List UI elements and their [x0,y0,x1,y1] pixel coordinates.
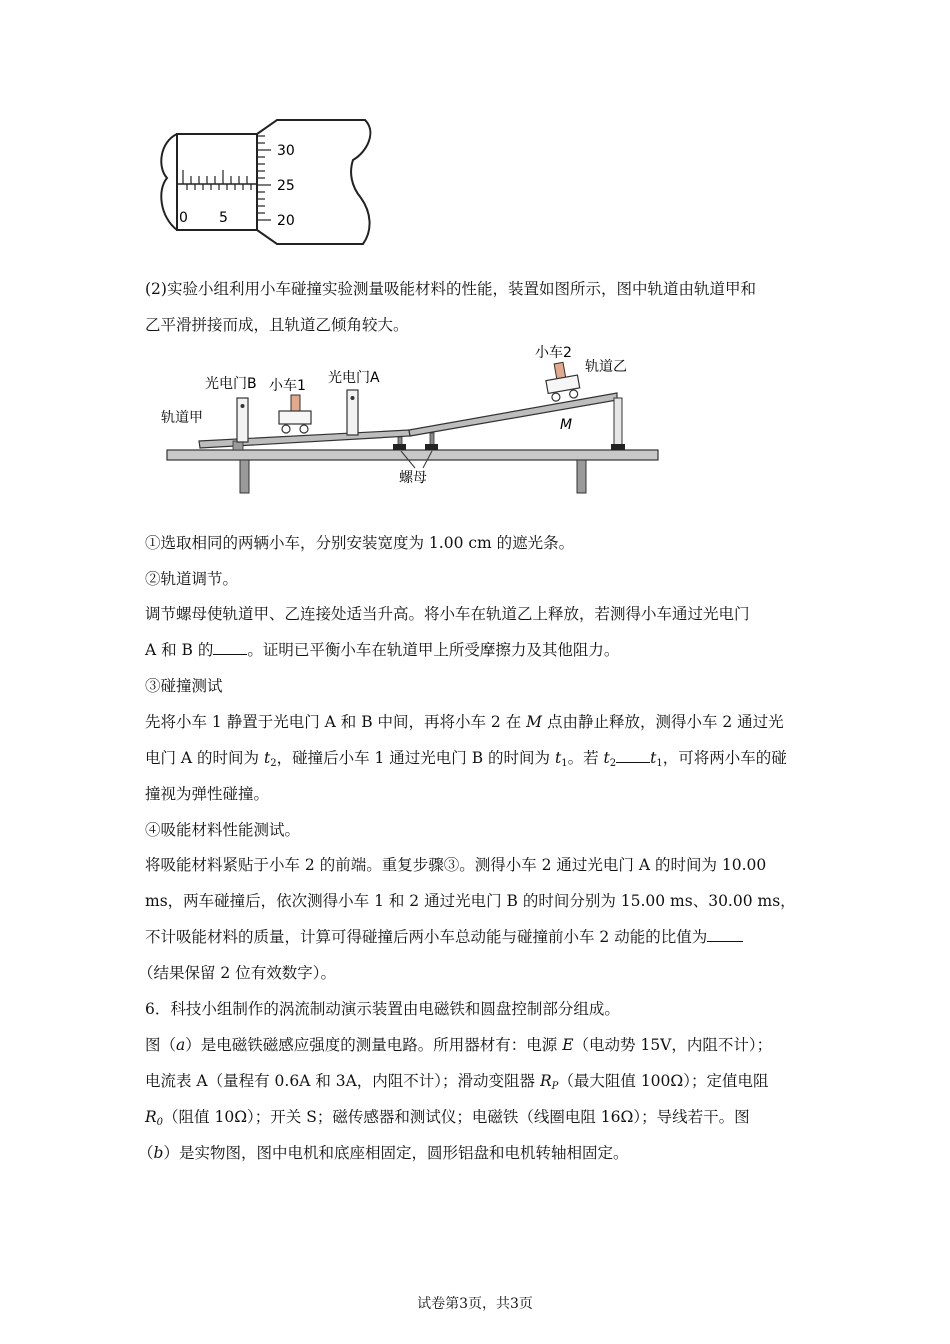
answer-blank-1[interactable] [213,640,247,655]
q6-line4-b: （阻值 10Ω）；开关 S；磁传感器和测试仪；电磁铁（线圈电阻 16Ω）；导线若干。图 [163,1108,750,1126]
label-cart-2: 小车2 [535,345,572,361]
q2-intro-line1: (2)实验小组利用小车碰撞实验测量吸能材料的性能，装置如图所示，图中轨道由轨道甲和 [145,280,756,298]
thimble-label-20: 20 [277,213,295,229]
q6-line2-a: 图（ [145,1036,177,1054]
step-3-line2-c: 。若 [567,749,604,767]
main-scale-label-0: 0 [179,210,188,226]
var-t2-b: t [603,749,610,767]
step-4-line1: 将吸能材料紧贴于小车 2 的前端。重复步骤③。测得小车 2 通过光电门 A 的时间为 10.00 [145,856,767,874]
step-3-line1 [145,712,784,732]
cart-2 [543,360,581,402]
nut-right [425,444,438,450]
q6-line5-b: ）是实物图，图中电机和底座相固定，圆形铝盘和电机转轴相固定。 [163,1144,629,1162]
q6-line1: 6．科技小组制作的涡流制动演示装置由电磁铁和圆盘控制部分组成。 [145,1000,620,1018]
q6-var-e: E [562,1036,574,1054]
track-yi-leg [614,398,622,450]
step-2-line2-b: 。证明已平衡小车在轨道甲上所受摩擦力及其他阻力。 [247,641,620,659]
var-t2-a-sub: 2 [270,758,277,769]
q6-fig-b: b [153,1144,164,1162]
page-footer: 试卷第3页，共3页 [417,1296,533,1312]
step-4-line2: ms，两车碰撞后，依次测得小车 1 和 2 通过光电门 B 的时间分别为 15.00 ms、30.00 ms， [145,892,796,910]
step-3-line1-b: 点由静止释放，测得小车 2 通过光 [542,713,784,731]
q6-line5-a: （ [138,1144,154,1162]
step-4-title: ④吸能材料性能测试。 [145,821,301,839]
step-2-title: ②轨道调节。 [145,570,239,588]
track-yi [409,393,617,436]
var-t1-a-sub: 1 [561,758,568,769]
q6-line4 [145,1107,750,1133]
q6-line2-b: ）是电磁铁磁感应强度的测量电路。所用器材有：电源 [185,1036,563,1054]
q6-line2 [145,1035,772,1055]
step-3-title: ③碰撞测试 [145,677,223,695]
q6-line5 [138,1143,628,1163]
table-leg-left [240,460,249,493]
thimble-label-25: 25 [277,178,295,194]
step-3-line2-a: 电门 A 的时间为 [145,749,264,767]
label-gate-b: 光电门B [205,376,257,392]
step-3-line2 [145,748,787,774]
label-track-jia: 轨道甲 [161,410,203,426]
label-nut: 螺母 [399,470,427,486]
q6-line2-c: （电动势 15V，内阻不计）； [573,1036,773,1054]
answer-blank-3[interactable] [707,927,743,942]
q6-var-r0-sub: 0 [156,1117,164,1128]
step-2-line1: 调节螺母使轨道甲、乙连接处适当升高。将小车在轨道乙上释放，若测得小车通过光电门 [145,605,750,623]
main-scale-label-5: 5 [219,210,228,226]
cart-1 [279,395,311,433]
step-4-line3 [145,927,743,947]
q6-line3 [145,1071,769,1097]
label-cart-1: 小车1 [269,378,306,394]
var-t2-a: t [263,749,271,767]
q6-line3-b: （最大阻值 100Ω）；定值电阻 [558,1072,769,1090]
q6-fig-a: a [176,1036,186,1054]
step-3-line1-a: 先将小车 1 静置于光电门 A 和 B 中间，再将小车 2 在 [145,713,527,731]
nut-left [393,444,406,450]
step-2-line2-a: A 和 B 的 [145,641,214,659]
q6-var-rp: R [539,1072,552,1090]
q6-line3-a: 电流表 A（量程有 0.6A 和 3A，内阻不计）；滑动变阻器 [145,1072,540,1090]
step-2-line2 [145,640,619,660]
table-leg-right [577,460,586,493]
track-figure [155,340,665,500]
step-3-line3: 撞视为弹性碰撞。 [145,785,270,803]
thimble-label-30: 30 [277,143,295,159]
var-t2-b-sub: 2 [609,758,617,769]
var-t1-a: t [554,749,562,767]
label-gate-a: 光电门A [328,370,380,386]
q6-var-r0: R [145,1108,157,1126]
table-top [167,450,658,460]
q2-intro-line2: 乙平滑拼接而成，且轨道乙倾角较大。 [145,316,409,334]
q6-var-rp-sub: P [551,1081,559,1092]
label-track-yi: 轨道乙 [585,359,627,375]
micrometer-figure [155,112,380,252]
var-t1-b-sub: 1 [656,758,663,769]
track-yi-leg-nut [611,444,625,450]
answer-blank-2[interactable] [616,748,650,763]
step-3-line2-d: ，可将两小车的碰 [662,749,787,767]
step-1: ①选取相同的两辆小车，分别安装宽度为 1.00 cm 的遮光条。 [145,534,575,552]
label-point-m: M [560,417,573,433]
step-3-point-m: M [526,713,543,731]
step-4-line4: （结果保留 2 位有效数字）。 [138,964,336,982]
step-4-line3-text: 不计吸能材料的质量，计算可得碰撞后两小车总动能与碰撞前小车 2 动能的比值为 [145,928,708,946]
var-t1-b: t [650,749,657,767]
step-3-line2-b: ，碰撞后小车 1 通过光电门 B 的时间为 [276,749,555,767]
